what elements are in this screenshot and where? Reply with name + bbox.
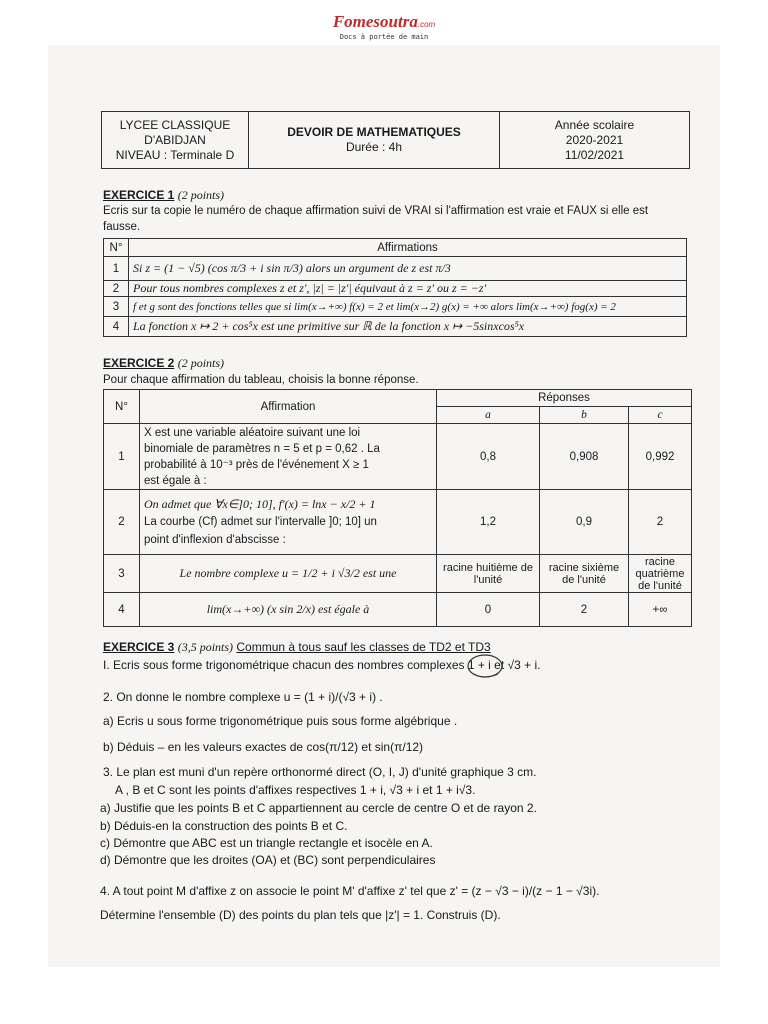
school-line-2: D'ABIDJAN bbox=[144, 132, 206, 147]
row-number: 4 bbox=[104, 593, 140, 627]
table-row bbox=[104, 297, 687, 317]
title-cell bbox=[249, 112, 500, 168]
ex2-col-a: a bbox=[437, 407, 540, 424]
header-box bbox=[101, 111, 690, 169]
ex3-title: EXERCICE 3 bbox=[103, 640, 175, 654]
ex2-instruction: Pour chaque affirmation du tableau, choisis la bonne réponse. bbox=[103, 374, 419, 386]
logo-com: .com bbox=[417, 20, 436, 29]
answer-b: 0,9 bbox=[540, 490, 629, 555]
ex3-q2a: a) Ecris u sous forme trigonométrique puis sous forme algébrique . bbox=[103, 714, 458, 728]
row-number: 1 bbox=[104, 257, 129, 281]
table-row bbox=[104, 257, 687, 281]
ex2-points: (2 points) bbox=[177, 356, 225, 370]
ex1-col-n: N° bbox=[104, 239, 129, 257]
ex3-points: (3,5 points) bbox=[177, 640, 234, 654]
ex3-q1: I. Ecris sous forme trigonométrique chacun des nombres complexes 1 + i et √3 + i. bbox=[103, 658, 541, 672]
affirmation-line: binomiale de paramètres n = 5 et p = 0,62 . La bbox=[144, 442, 380, 455]
ex2-table bbox=[103, 389, 692, 627]
date: 11/02/2021 bbox=[564, 147, 625, 162]
ex3-q3c: c) Démontre que ABC est un triangle rectangle et isocèle en A. bbox=[100, 836, 433, 850]
row-number: 1 bbox=[104, 424, 140, 490]
ex1-instruction-l2: fausse. bbox=[103, 221, 141, 233]
affirmation-cell bbox=[140, 490, 437, 555]
ex3-q3d: d) Démontre que les droites (OA) et (BC) sont perpendiculaires bbox=[100, 853, 436, 867]
affirmation-line: X est une variable aléatoire suivant une loi bbox=[144, 426, 361, 439]
answer-c: 0,992 bbox=[629, 424, 692, 490]
answer-a: racine huitième de l'unité bbox=[437, 555, 540, 593]
row-number: 2 bbox=[104, 490, 140, 555]
row-number: 3 bbox=[104, 555, 140, 593]
year-label: Année scolaire bbox=[554, 117, 635, 132]
table-row bbox=[104, 593, 692, 627]
affirmation-line: point d'inflexion d'abscisse : bbox=[144, 534, 286, 546]
hand-drawn-circle-mark bbox=[466, 652, 506, 682]
ex2-col-c: c bbox=[629, 407, 692, 424]
ex3-q3a: a) Justifie que les points B et C appartiennent au cercle de centre O et de rayon 2. bbox=[100, 801, 537, 815]
row-number: 3 bbox=[104, 297, 129, 317]
logo-name: Fomesoutra bbox=[332, 12, 418, 31]
answer-c: 2 bbox=[629, 490, 692, 555]
affirmation-line: est égale à : bbox=[144, 474, 207, 487]
row-number: 4 bbox=[104, 317, 129, 337]
ex1-table bbox=[103, 238, 687, 337]
doc-title: DEVOIR DE MATHEMATIQUES bbox=[287, 125, 461, 139]
answer-c: racine quatrième de l'unité bbox=[629, 555, 692, 593]
ink-circle bbox=[468, 655, 502, 677]
affirmation-text: Pour tous nombres complexes z et z', |z| = |z'| équivaut à z = z' ou z = −z' bbox=[129, 281, 687, 297]
answer-b: 0,908 bbox=[540, 424, 629, 490]
table-row bbox=[104, 281, 687, 297]
ex2-col-aff: Affirmation bbox=[140, 390, 437, 424]
row-number: 2 bbox=[104, 281, 129, 297]
ex2-col-rep: Réponses bbox=[437, 390, 692, 407]
ex2-col-b: b bbox=[540, 407, 629, 424]
answer-a: 1,2 bbox=[437, 490, 540, 555]
affirmation-text: Si z = (1 − √5) (cos π/3 + i sin π/3) alors un argument de z est π/3 bbox=[129, 257, 687, 281]
affirmation-text: La fonction x ↦ 2 + cos⁵x est une primitive sur ℝ de la fonction x ↦ −5sinxcos⁵x bbox=[129, 317, 687, 337]
ex3-heading bbox=[103, 640, 491, 654]
school-line-1: LYCEE CLASSIQUE bbox=[119, 117, 231, 132]
ex3-note: Commun à tous sauf les classes de TD2 et TD3 bbox=[236, 640, 491, 654]
affirmation-line: On admet que ∀x∈]0; 10], f'(x) = lnx − x/2 + 1 bbox=[144, 497, 376, 511]
ex3-q3: 3. Le plan est muni d'un repère orthonormé direct (O, I, J) d'unité graphique 3 cm. bbox=[103, 765, 537, 779]
ex2-title: EXERCICE 2 bbox=[103, 356, 175, 370]
answer-a: 0,8 bbox=[437, 424, 540, 490]
ex1-title: EXERCICE 1 bbox=[103, 188, 175, 202]
logo-tagline: Docs à portée de main bbox=[339, 33, 429, 41]
logo bbox=[0, 12, 768, 41]
ex3-q4b: Détermine l'ensemble (D) des points du plan tels que |z'| = 1. Construis (D). bbox=[100, 908, 501, 922]
answer-a: 0 bbox=[437, 593, 540, 627]
answer-c: +∞ bbox=[629, 593, 692, 627]
level: NIVEAU : Terminale D bbox=[115, 147, 235, 162]
ex1-points: (2 points) bbox=[177, 188, 225, 202]
table-row bbox=[104, 555, 692, 593]
affirmation-text: Le nombre complexe u = 1/2 + i √3/2 est une bbox=[140, 555, 437, 593]
ex1-instruction-l1: Ecris sur ta copie le numéro de chaque affirmation suivi de VRAI si l'affirmation est vraie et FAUX si elle est bbox=[103, 205, 649, 217]
answer-b: 2 bbox=[540, 593, 629, 627]
ex3-q2b: b) Déduis – en les valeurs exactes de cos(π/12) et sin(π/12) bbox=[103, 740, 424, 754]
ex3-q3b: b) Déduis-en la construction des points B et C. bbox=[100, 819, 348, 833]
affirmation-line: La courbe (Cf) admet sur l'intervalle ]0; 10] un bbox=[144, 516, 377, 528]
ex2-col-n: N° bbox=[104, 390, 140, 424]
ex3-q2: 2. On donne le nombre complexe u = (1 + i)/(√3 + i) . bbox=[103, 690, 383, 704]
affirmation-text: f et g sont des fonctions telles que si lim(x→+∞) f(x) = 2 et lim(x→2) g(x) = +∞ alors lim(x→+∞) fog(x) = 2 bbox=[129, 297, 687, 317]
affirmation-cell bbox=[140, 424, 437, 490]
ex2-heading bbox=[103, 356, 224, 370]
answer-b: racine sixième de l'unité bbox=[540, 555, 629, 593]
year-cell bbox=[500, 112, 689, 168]
table-row bbox=[104, 490, 692, 555]
duration: Durée : 4h bbox=[345, 140, 403, 154]
table-row bbox=[104, 317, 687, 337]
ex3-q4: 4. A tout point M d'affixe z on associe le point M' d'affixe z' tel que z' = (z − √3 − i)/(z − 1 − √3i). bbox=[100, 884, 600, 898]
table-row bbox=[104, 424, 692, 490]
ex1-col-aff: Affirmations bbox=[129, 239, 687, 257]
affirmation-line: probabilité à 10⁻³ près de l'événement X ≥ 1 bbox=[144, 458, 369, 471]
affirmation-text: lim(x→+∞) (x sin 2/x) est égale à bbox=[140, 593, 437, 627]
ex1-heading bbox=[103, 188, 224, 202]
year: 2020-2021 bbox=[565, 132, 624, 147]
ex3-q3-intro: A , B et C sont les points d'affixes respectives 1 + i, √3 + i et 1 + i√3. bbox=[115, 783, 476, 797]
school-cell bbox=[102, 112, 249, 168]
